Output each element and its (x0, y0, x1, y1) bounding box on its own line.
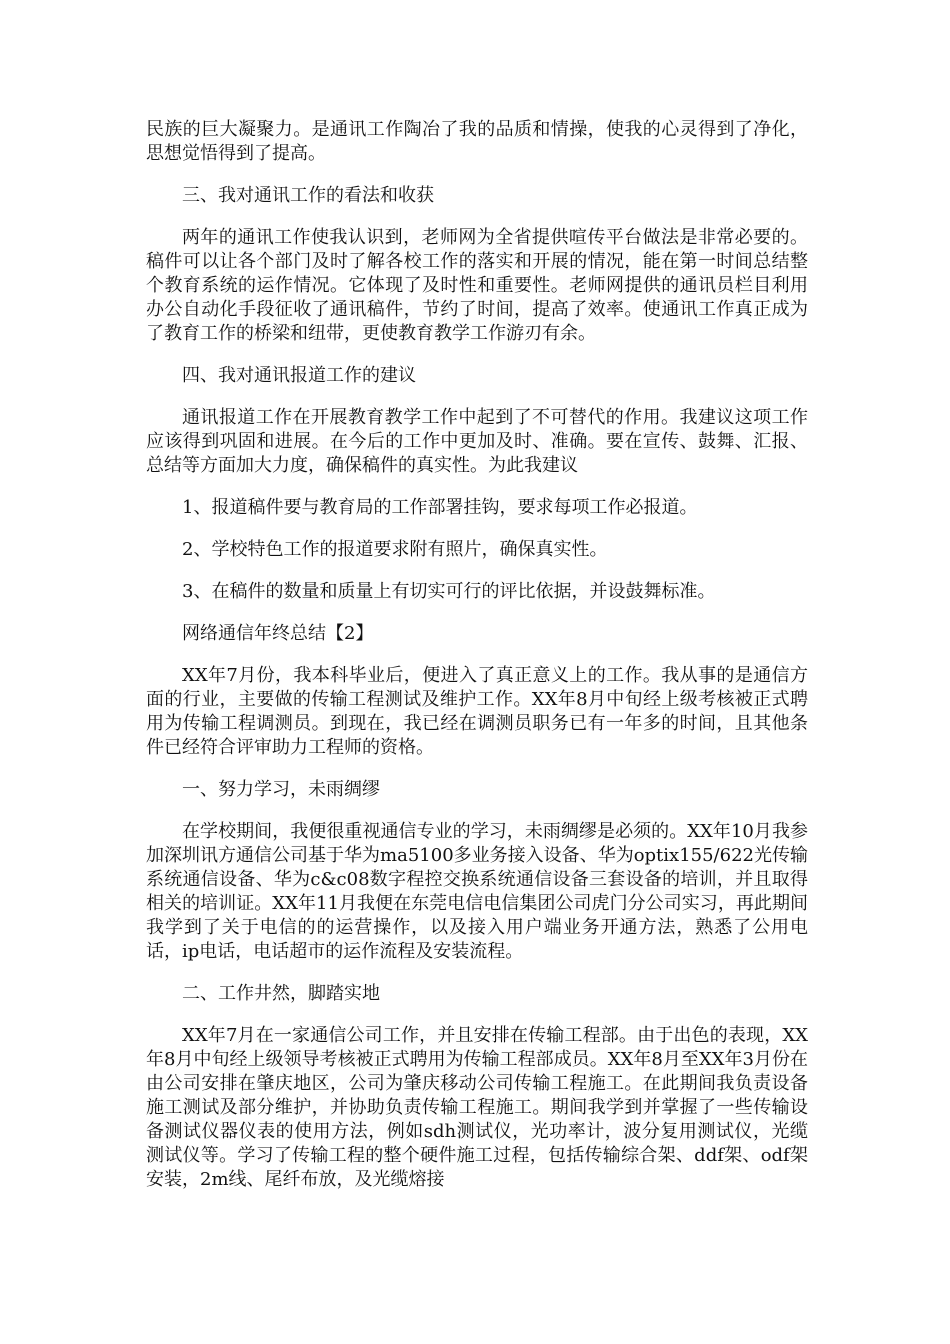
list-item-1: 1、报道稿件要与教育局的工作部署挂钩，要求每项工作必报道。 (182, 497, 698, 518)
section-heading-3: 三、我对通讯工作的看法和收获 (182, 185, 434, 206)
list-item-2: 2、学校特色工作的报道要求附有照片，确保真实性。 (182, 539, 608, 560)
paragraph: 在学校期间，我便很重视通信专业的学习，未雨绸缪是必须的。XX年10月我参加深圳讯方通信公司基于华为ma5100多业务接入设备、华为optix155/622光传输系统通信设备、华为c&c08数字程控交换系统通信设备三套设备的培训，并且取得相关的培训证。XX年11月我便在东莞电信电信集团公司虎门分公司实习，再此期间我学到了关于电信的的运营操作，以及接入用户端业务开通方法，熟悉了公用电话，ip电话，电话超市的运作流程及安装流程。 (146, 821, 808, 962)
paragraph: XX年7月在一家通信公司工作，并且安排在传输工程部。由于出色的表现，XX年8月中旬经上级领导考核被正式聘用为传输工程部成员。XX年8月至XX年3月份在由公司安排在肇庆地区，公司为肇庆移动公司传输工程施工。在此期间我负责设备施工测试及部分维护，并协助负责传输工程施工。期间我学到并掌握了一些传输设备测试仪器仪表的使用方法，例如sdh测试仪，光功率计，波分复用测试仪，光缆测试仪等。学习了传输工程的整个硬件施工过程，包括传输综合架、ddf架、odf架安装，2m线、尾纤布放，及光缆熔接 (146, 1025, 808, 1190)
paragraph: 两年的通讯工作使我认识到，老师网为全省提供喧传平台做法是非常必要的。稿件可以让各个部门及时了解各校工作的落实和开展的情况，能在第一时间总结整个教育系统的运作情况。它体现了及时性和重要性。老师网提供的通讯员栏目利用办公自动化手段征收了通讯稿件，节约了时间，提高了效率。使通讯工作真正成为了教育工作的桥梁和纽带，更使教育教学工作游刃有余。 (146, 227, 808, 344)
section-heading-4: 四、我对通讯报道工作的建议 (182, 365, 416, 386)
document-page (146, 118, 808, 1210)
article-title-2: 网络通信年终总结【2】 (182, 623, 374, 644)
section-heading-2: 二、工作井然，脚踏实地 (182, 983, 380, 1004)
paragraph: 通讯报道工作在开展教育教学工作中起到了不可替代的作用。我建议这项工作应该得到巩固和进展。在今后的工作中更加及时、准确。要在宣传、鼓舞、汇报、总结等方面加大力度，确保稿件的真实性。为此我建议 (146, 407, 808, 476)
list-item-3: 3、在稿件的数量和质量上有切实可行的评比依据，并设鼓舞标准。 (182, 581, 716, 602)
section-heading-1: 一、努力学习，未雨绸缪 (182, 779, 380, 800)
paragraph: XX年7月份，我本科毕业后，便进入了真正意义上的工作。我从事的是通信方面的行业，主要做的传输工程测试及维护工作。XX年8月中旬经上级考核被正式聘用为传输工程调测员。到现在，我已经在调测员职务已有一年多的时间，且其他条件已经符合评审助力工程师的资格。 (146, 665, 808, 758)
paragraph-continuation: 民族的巨大凝聚力。是通讯工作陶冶了我的品质和情操，使我的心灵得到了净化，思想觉悟得到了提高。 (146, 119, 808, 164)
